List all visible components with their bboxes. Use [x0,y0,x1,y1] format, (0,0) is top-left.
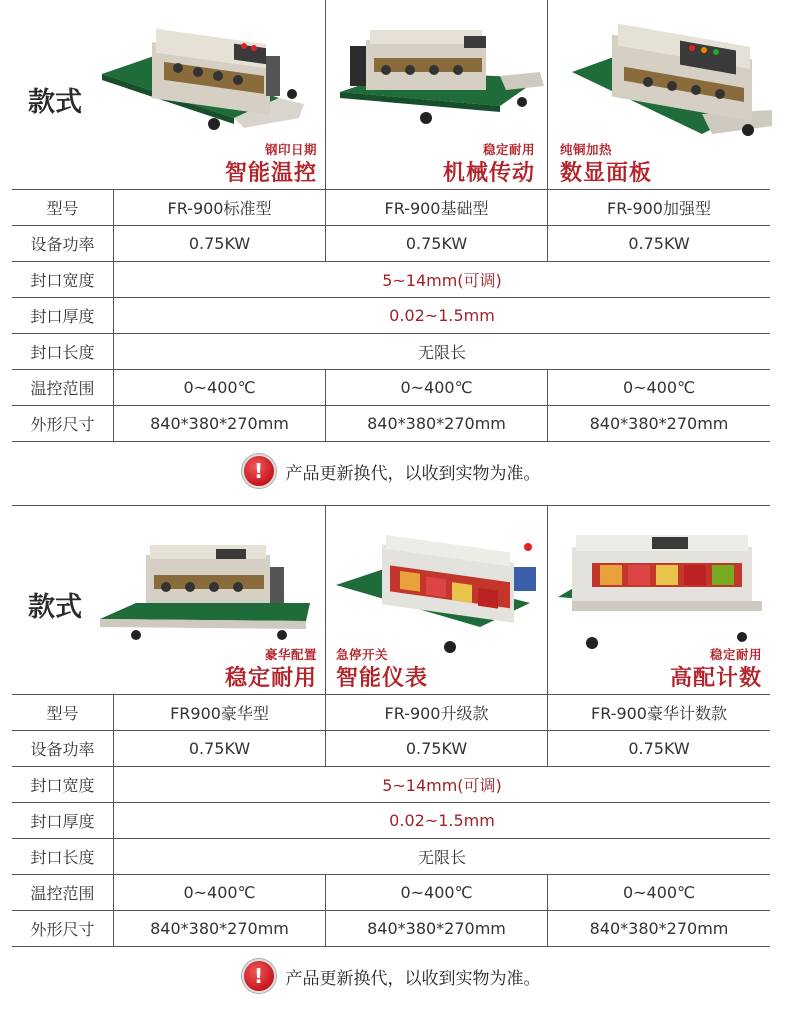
table-row [12,226,770,262]
feature-caption-large: 稳定耐用 [224,666,317,691]
merged-cell: 0.02~1.5mm [389,811,495,830]
band-sealer-machine-icon [330,507,545,657]
feature-caption-small: 稳定耐用 [709,647,762,662]
row-label: 型号 [12,190,114,225]
table-row [12,298,770,334]
table-row [12,370,770,406]
table-row [12,803,770,839]
row-label: 封口长度 [12,334,114,369]
table-cell: 0~400℃ [326,370,548,405]
table-cell: 0~400℃ [114,875,326,910]
row-label: 封口宽度 [12,262,114,297]
table-cell: 840*380*270mm [326,406,548,441]
feature-caption-small: 钢印日期 [264,142,317,157]
merged-cell: 0.02~1.5mm [389,306,495,325]
table-row [12,695,770,731]
table-cell: FR-900升级款 [326,695,548,730]
table-cell: 0~400℃ [622,883,696,902]
band-sealer-machine-icon [552,4,774,144]
table-row [12,334,770,370]
table-row [12,767,770,803]
feature-caption-large: 智能温控 [224,161,317,186]
table-row [12,190,770,226]
feature-caption-small: 急停开关 [336,647,389,662]
product-cell-2 [326,505,547,695]
notice-text: 产品更新换代，以收到实物为准。 [285,968,541,989]
row-label: 外形尺寸 [12,911,114,946]
band-sealer-machine-icon [330,6,545,136]
table-cell: 840*380*270mm [114,406,326,441]
table-cell: FR-900基础型 [326,190,548,225]
product-cell-3 [548,0,770,190]
warning-icon: ! [242,959,276,993]
table-cell: 0~400℃ [622,378,696,397]
table-cell: 0.75KW [326,731,548,766]
table-row [12,731,770,767]
feature-caption-large: 数显面板 [560,161,653,186]
product-cell-1 [92,505,325,695]
feature-caption-small: 纯铜加热 [560,142,613,157]
feature-caption-large: 高配计数 [669,666,762,691]
style-label: 款式 [28,87,82,118]
notice-text: 产品更新换代，以收到实物为准。 [285,463,541,484]
row-label: 设备功率 [12,226,114,261]
table-cell: 0~400℃ [326,875,548,910]
table-cell: 0~400℃ [114,370,326,405]
spec-table [12,190,770,442]
row-label: 型号 [12,695,114,730]
row-label: 温控范围 [12,875,114,910]
row-label: 封口厚度 [12,298,114,333]
table-cell: FR-900加强型 [607,199,711,218]
band-sealer-machine-icon [552,507,774,657]
product-cell-3 [548,505,770,695]
row-label: 设备功率 [12,731,114,766]
table-cell: FR-900标准型 [114,190,326,225]
band-sealer-machine-icon [96,537,321,647]
notice-bar [12,949,770,1003]
product-cell-2 [326,0,547,190]
feature-caption-small: 稳定耐用 [482,142,535,157]
table-cell: 840*380*270mm [114,911,326,946]
product-block-1 [12,0,770,484]
row-label: 封口宽度 [12,767,114,802]
style-label: 款式 [28,592,82,623]
table-cell: 840*380*270mm [326,911,548,946]
merged-cell: 5~14mm(可调) [382,776,502,795]
table-cell: 0.75KW [326,226,548,261]
feature-caption-small: 豪华配置 [264,647,317,662]
notice-bar [12,444,770,498]
row-label: 封口厚度 [12,803,114,838]
table-cell: FR900豪华型 [114,695,326,730]
row-label: 封口长度 [12,839,114,874]
feature-caption-large: 机械传动 [442,161,535,186]
product-cell-1 [92,0,325,190]
spec-table [12,695,770,947]
product-image-row [12,505,770,695]
row-label: 外形尺寸 [12,406,114,441]
row-label: 温控范围 [12,370,114,405]
band-sealer-machine-icon [94,6,319,136]
table-cell: 0.75KW [114,731,326,766]
merged-cell: 无限长 [417,343,466,362]
table-cell: FR-900豪华计数款 [591,704,727,723]
feature-caption-large: 智能仪表 [336,666,429,691]
table-cell: 840*380*270mm [589,414,729,433]
table-cell: 0.75KW [628,234,690,253]
table-cell: 0.75KW [114,226,326,261]
table-row [12,262,770,298]
table-cell: 840*380*270mm [589,919,729,938]
table-row [12,406,770,442]
table-row [12,911,770,947]
table-row [12,839,770,875]
table-row [12,875,770,911]
product-block-2 [12,505,770,989]
merged-cell: 5~14mm(可调) [382,271,502,290]
table-cell: 0.75KW [628,739,690,758]
product-image-row [12,0,770,190]
warning-icon: ! [242,454,276,488]
merged-cell: 无限长 [417,848,466,867]
